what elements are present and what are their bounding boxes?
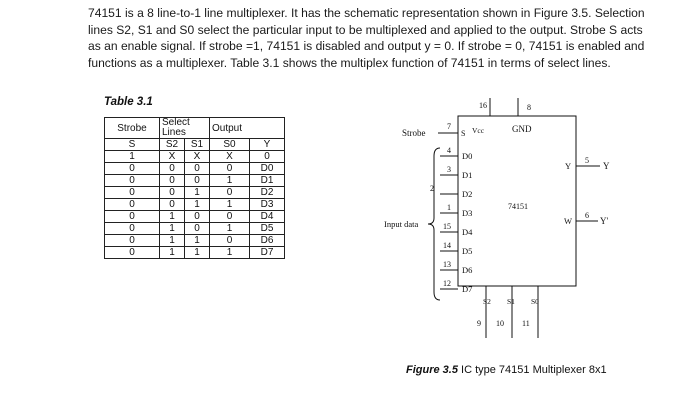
pin-number: 2 (430, 184, 434, 193)
table-cell: 0 (210, 235, 250, 247)
figure-caption-text: IC type 74151 Multiplexer 8x1 (461, 364, 607, 376)
table-cell: 1 (160, 247, 185, 259)
table-cell: D5 (250, 223, 285, 235)
pin-name: D6 (462, 265, 473, 275)
header-select-text: Select (162, 117, 190, 128)
table-row (105, 151, 285, 163)
subheader-cell: S (105, 139, 160, 151)
subheader-cell: S2 (160, 139, 185, 151)
table-cell: 1 (160, 211, 185, 223)
table-cell: X (210, 151, 250, 163)
input-brace (428, 148, 440, 300)
pin-name: D1 (462, 170, 473, 180)
table-cell: 0 (105, 175, 160, 187)
chip-name: 74151 (508, 202, 528, 211)
pin-name: D3 (462, 208, 473, 218)
table-cell: 0 (185, 175, 210, 187)
strobe-pin-number: 7 (447, 122, 451, 131)
table-cell: 1 (210, 247, 250, 259)
strobe-pin-name: S (461, 129, 466, 138)
subheader-cell: Y (250, 139, 285, 151)
table-cell: 0 (105, 223, 160, 235)
table-cell: D0 (250, 163, 285, 175)
table-cell: X (185, 151, 210, 163)
paragraph-line-4: functions as a multiplexer. Table 3.1 shows the multiplex function of 74151 in terms of select lines. (88, 55, 611, 70)
pin-number: 14 (443, 241, 451, 250)
select-pin-number: 10 (496, 319, 504, 328)
pin-name: D4 (462, 227, 473, 237)
table-cell: 0 (160, 187, 185, 199)
multiplex-function-table (104, 117, 285, 259)
table-cell: 0 (250, 151, 285, 163)
chip-body (458, 116, 576, 286)
output-y-pin: 5 (585, 156, 589, 165)
subheader-cell: S1 (185, 139, 210, 151)
figure-caption (406, 364, 607, 376)
gnd-pin-number: 8 (527, 103, 531, 112)
gnd-label: GND (512, 124, 532, 134)
table-label: Table 3.1 (104, 96, 153, 108)
vcc-pin-number: 16 (479, 101, 487, 110)
table-cell: 0 (185, 223, 210, 235)
select-name: S1 (507, 297, 515, 306)
pin-number: 4 (447, 146, 451, 155)
table-cell: 0 (160, 199, 185, 211)
table-cell: 0 (185, 163, 210, 175)
table-cell: 0 (160, 175, 185, 187)
pin-number: 1 (447, 203, 451, 212)
table-cell: D4 (250, 211, 285, 223)
table-row (105, 235, 285, 247)
table-cell: 0 (160, 163, 185, 175)
table-cell: 1 (185, 235, 210, 247)
pin-number: 3 (447, 165, 451, 174)
table-cell: 0 (105, 163, 160, 175)
table-cell: 0 (105, 199, 160, 211)
pin-number: 15 (443, 222, 451, 231)
table-cell: D7 (250, 247, 285, 259)
table-cell: 1 (210, 199, 250, 211)
table-cell: 0 (105, 247, 160, 259)
select-name: S0 (531, 297, 539, 306)
table-cell: 1 (185, 247, 210, 259)
table-cell: D6 (250, 235, 285, 247)
table-cell: 1 (185, 199, 210, 211)
output-y-label: Y (603, 161, 610, 171)
header-output: Output (210, 118, 285, 139)
paragraph-line-2: lines S2, S1 and S0 select the particular input to be multiplexed and applied to the output. Strobe S acts (88, 22, 643, 37)
output-w-name: W (564, 216, 573, 226)
pin-name: D5 (462, 246, 473, 256)
table-row (105, 163, 285, 175)
table-row (105, 223, 285, 235)
pin-name: D7 (462, 284, 473, 294)
table-cell: 1 (105, 151, 160, 163)
table-row (105, 175, 285, 187)
header-select-sub: Lines (162, 127, 186, 138)
ic-74151-schematic (380, 96, 640, 341)
output-w-label: Y' (600, 216, 609, 226)
table-cell: 0 (105, 211, 160, 223)
table-row (105, 211, 285, 223)
figure-label: Figure 3.5 (406, 364, 458, 376)
pin-name: D0 (462, 151, 473, 161)
paragraph-line-3: as an enable signal. If strobe =1, 74151 is disabled and output y = 0. If strobe = 0, 74151 is enabled and (88, 39, 645, 54)
table-row (105, 199, 285, 211)
select-pin-number: 9 (477, 319, 481, 328)
output-y-name: Y (565, 161, 572, 171)
select-name: S2 (483, 297, 491, 306)
header-select (160, 118, 210, 139)
select-pin-lines (486, 286, 538, 338)
table-cell: 0 (105, 187, 160, 199)
input-data-label: Input data (384, 219, 419, 229)
table-cell: 1 (160, 223, 185, 235)
table-cell: X (160, 151, 185, 163)
description-paragraph (88, 5, 648, 71)
header-strobe: Strobe (105, 118, 160, 139)
select-pin-number: 11 (522, 319, 530, 328)
table-cell: 0 (210, 211, 250, 223)
pin-number: 13 (443, 260, 451, 269)
vcc-label: Vcc (472, 126, 485, 135)
table-cell: 0 (105, 235, 160, 247)
pin-number: 12 (443, 279, 451, 288)
table-cell: D1 (250, 175, 285, 187)
table-cell: 0 (210, 163, 250, 175)
table-cell: 0 (210, 187, 250, 199)
table-cell: 1 (185, 187, 210, 199)
output-w-pin: 6 (585, 211, 589, 220)
strobe-label: Strobe (402, 128, 426, 138)
table-cell: 1 (160, 235, 185, 247)
table-cell: D2 (250, 187, 285, 199)
paragraph-line-1: 74151 is a 8 line-to-1 line multiplexer. It has the schematic representation shown in Figure 3.5. Selection (88, 6, 645, 20)
table-row (105, 187, 285, 199)
subheader-cell: S0 (210, 139, 250, 151)
table-cell: D3 (250, 199, 285, 211)
table-cell: 0 (185, 211, 210, 223)
table-row (105, 247, 285, 259)
pin-name: D2 (462, 189, 473, 199)
table-cell: 1 (210, 175, 250, 187)
table-cell: 1 (210, 223, 250, 235)
